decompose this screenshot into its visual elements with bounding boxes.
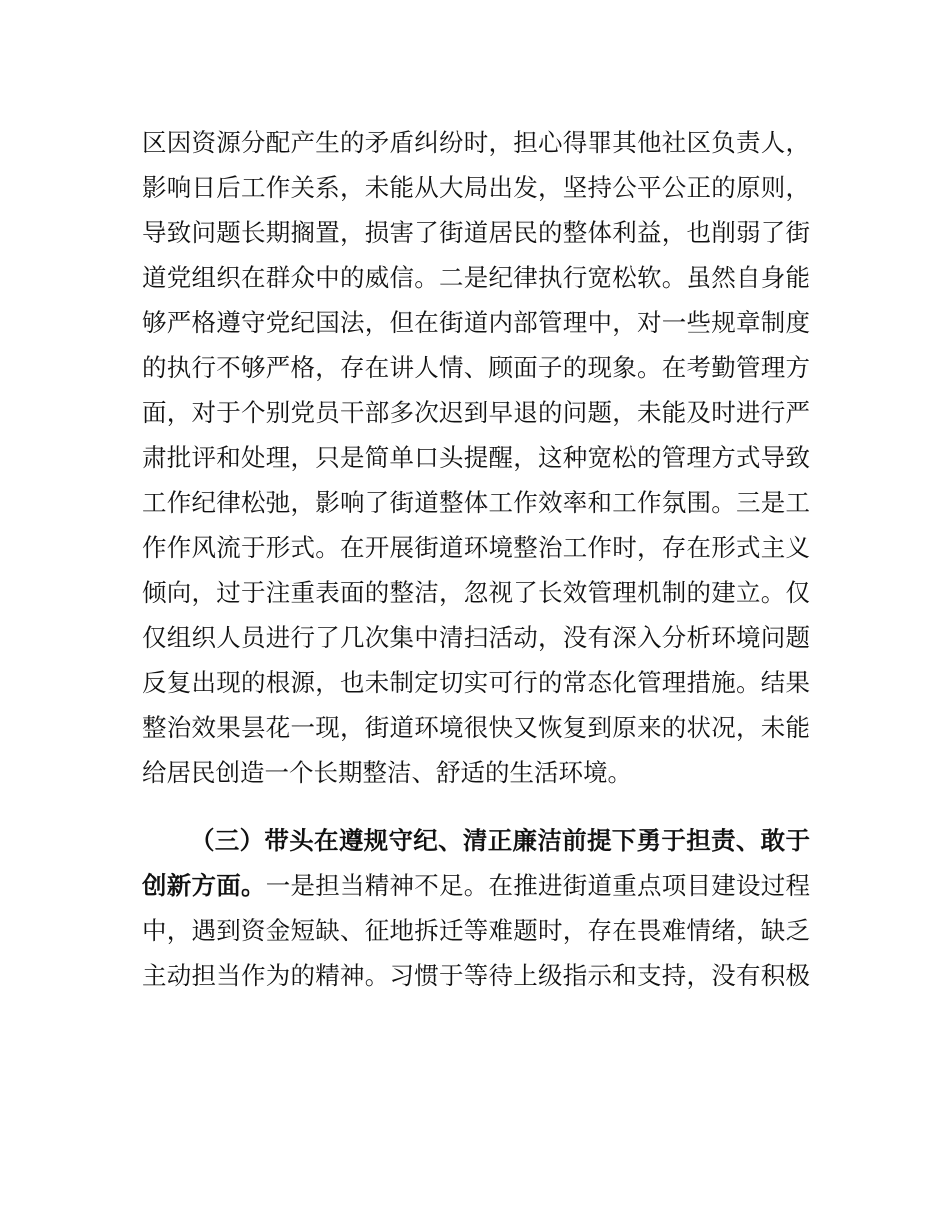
body-text-line: 主动担当作为的精神。习惯于等待上级指示和支持，没有积极 (142, 961, 810, 990)
body-text-line: 区因资源分配产生的矛盾纠纷时，担心得罪其他社区负责人， (142, 128, 810, 157)
body-text-line: 的执行不够严格，存在讲人情、顾面子的现象。在考勤管理方 (142, 353, 810, 382)
body-text-line: 肃批评和处理，只是简单口头提醒，这种宽松的管理方式导致 (142, 443, 810, 472)
body-text-inline: 一是担当精神不足。在推进街道重点项目建设过程 (265, 871, 810, 900)
body-text-line: 工作纪律松弛，影响了街道整体工作效率和工作氛围。三是工 (142, 488, 810, 517)
section-heading-continuation (142, 868, 810, 904)
section-heading-tail: 创新方面。 (142, 871, 266, 900)
body-text-line: 中，遇到资金短缺、征地拆迁等难题时，存在畏难情绪，缺乏 (142, 916, 810, 945)
body-text-line: 作作风流于形式。在开展街道环境整治工作时，存在形式主义 (142, 533, 810, 562)
body-text-line: 导致问题长期搁置，损害了街道居民的整体利益，也削弱了街 (142, 218, 810, 247)
body-text-line: 面，对于个别党员干部多次迟到早退的问题，未能及时进行严 (142, 398, 810, 427)
section-heading-line: （三）带头在遵规守纪、清正廉洁前提下勇于担责、敢于 (190, 826, 810, 855)
body-text-line: 反复出现的根源，也未制定切实可行的常态化管理措施。结果 (142, 668, 810, 697)
body-text-line-last: 给居民创造一个长期整洁、舒适的生活环境。 (142, 758, 632, 787)
body-text-line: 够严格遵守党纪国法，但在街道内部管理中，对一些规章制度 (142, 308, 810, 337)
body-text-line: 影响日后工作关系，未能从大局出发，坚持公平公正的原则， (142, 173, 810, 202)
body-text-line: 倾向，过于注重表面的整洁，忽视了长效管理机制的建立。仅 (142, 578, 810, 607)
body-text-line: 整治效果昙花一现，街道环境很快又恢复到原来的状况，未能 (142, 713, 810, 742)
body-text-line: 仅组织人员进行了几次集中清扫活动，没有深入分析环境问题 (142, 623, 810, 652)
body-text-line: 道党组织在群众中的威信。二是纪律执行宽松软。虽然自身能 (142, 263, 810, 292)
